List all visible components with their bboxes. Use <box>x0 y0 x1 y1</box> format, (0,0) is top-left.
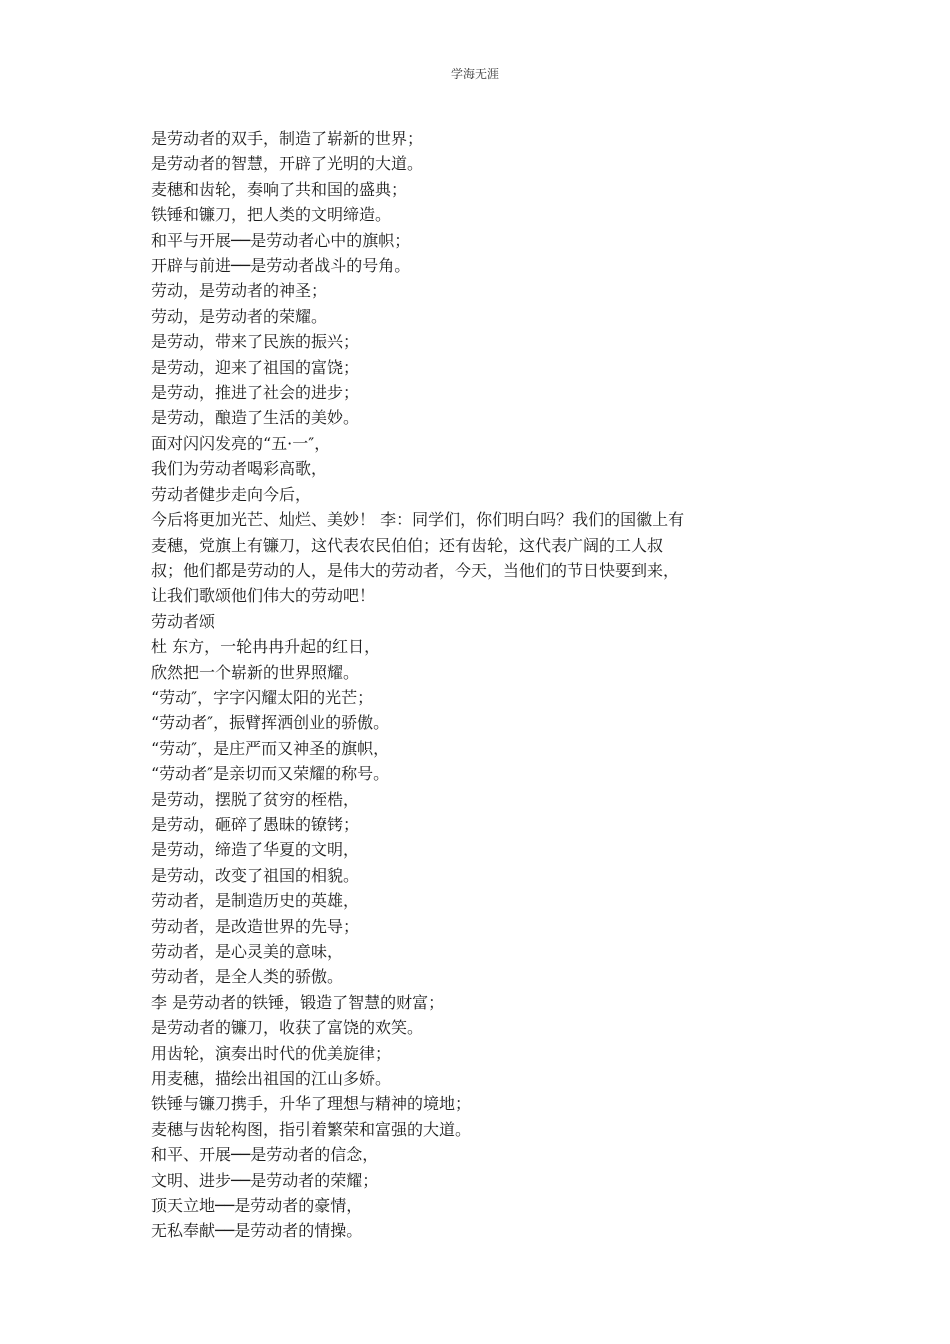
text-line: 文明、进步──是劳动者的荣耀； <box>151 1170 379 1190</box>
text-line: 是劳动，砸碎了愚昧的镣铐； <box>151 814 360 834</box>
section-title: 劳动者颂 <box>151 611 216 631</box>
text-line: 和平与开展──是劳动者心中的旗帜； <box>151 230 411 250</box>
text-line: 劳动者，是制造历史的英雄， <box>151 891 360 911</box>
text-line: “劳动者″，振臂挥洒创业的骄傲。 <box>151 713 390 733</box>
text-line: 劳动者，是改造世界的先导； <box>151 916 360 936</box>
page-header: 学海无涯 <box>450 67 499 81</box>
text-line: 用齿轮，演奏出时代的优美旋律； <box>151 1043 392 1063</box>
text-line: 是劳动者的智慧，开辟了光明的大道。 <box>151 154 424 174</box>
text-line: 面对闪闪发亮的“五·一″， <box>151 433 331 453</box>
text-line: 叔；他们都是劳动的人，是伟大的劳动者，今天，当他们的节日快要到来， <box>151 560 680 580</box>
text-line: 铁锤与镰刀携手，升华了理想与精神的境地； <box>151 1094 472 1114</box>
text-line: 欣然把一个崭新的世界照耀。 <box>151 662 360 682</box>
text-line: 是劳动，缔造了华夏的文明， <box>151 840 360 860</box>
text-line: 是劳动，迎来了祖国的富饶； <box>151 357 360 377</box>
text-line: 顶天立地──是劳动者的豪情， <box>151 1196 363 1216</box>
text-line: 无私奉献──是劳动者的情操。 <box>151 1221 363 1241</box>
text-line: 劳动，是劳动者的荣耀。 <box>151 306 328 326</box>
text-line: “劳动者″是亲切而又荣耀的称号。 <box>151 764 390 784</box>
text-line: 是劳动，改变了祖国的相貌。 <box>151 865 360 885</box>
text-line: “劳动″，是庄严而又神圣的旗帜， <box>151 738 390 758</box>
text-line: 用麦穗，描绘出祖国的江山多娇。 <box>151 1069 392 1089</box>
text-line: 我们为劳动者喝彩高歌， <box>151 459 328 479</box>
text-line: 是劳动，推进了社会的进步； <box>151 383 360 403</box>
text-line: 是劳动，带来了民族的振兴； <box>151 332 360 352</box>
text-line: 铁锤和镰刀，把人类的文明缔造。 <box>151 205 392 225</box>
text-line: “劳动″，字字闪耀太阳的光芒； <box>151 687 374 707</box>
text-line: 是劳动者的双手，制造了崭新的世界； <box>151 129 424 148</box>
document-body <box>151 126 791 1244</box>
text-line: 劳动者健步走向今后， <box>151 484 312 504</box>
text-line: 和平、开展──是劳动者的信念， <box>151 1145 379 1165</box>
text-line: 杜 东方，一轮冉冉升起的红日， <box>151 637 381 657</box>
text-line: 劳动，是劳动者的神圣； <box>151 281 328 301</box>
text-line: 是劳动者的镰刀，收获了富饶的欢笑。 <box>151 1018 424 1038</box>
text-line: 是劳动，酿造了生活的美妙。 <box>151 408 360 428</box>
text-line: 麦穗与齿轮构图，指引着繁荣和富强的大道。 <box>151 1119 472 1139</box>
text-line: 麦穗，党旗上有镰刀，这代表农民伯伯；还有齿轮，这代表广阔的工人叔 <box>151 535 664 555</box>
text-line: 劳动者，是心灵美的意味， <box>151 942 344 961</box>
text-line: 劳动者，是全人类的骄傲。 <box>151 967 344 987</box>
text-line: 是劳动，摆脱了贫穷的桎梏， <box>151 789 360 809</box>
text-line: 今后将更加光芒、灿烂、美妙！ 李：同学们，你们明白吗？我们的国徽上有 <box>151 510 685 530</box>
text-line: 李 是劳动者的铁锤，锻造了智慧的财富； <box>151 992 445 1012</box>
text-line: 开辟与前进──是劳动者战斗的号角。 <box>151 256 411 276</box>
text-line: 麦穗和齿轮，奏响了共和国的盛典； <box>151 179 408 199</box>
text-line: 让我们歌颂他们伟大的劳动吧！ <box>151 586 376 606</box>
